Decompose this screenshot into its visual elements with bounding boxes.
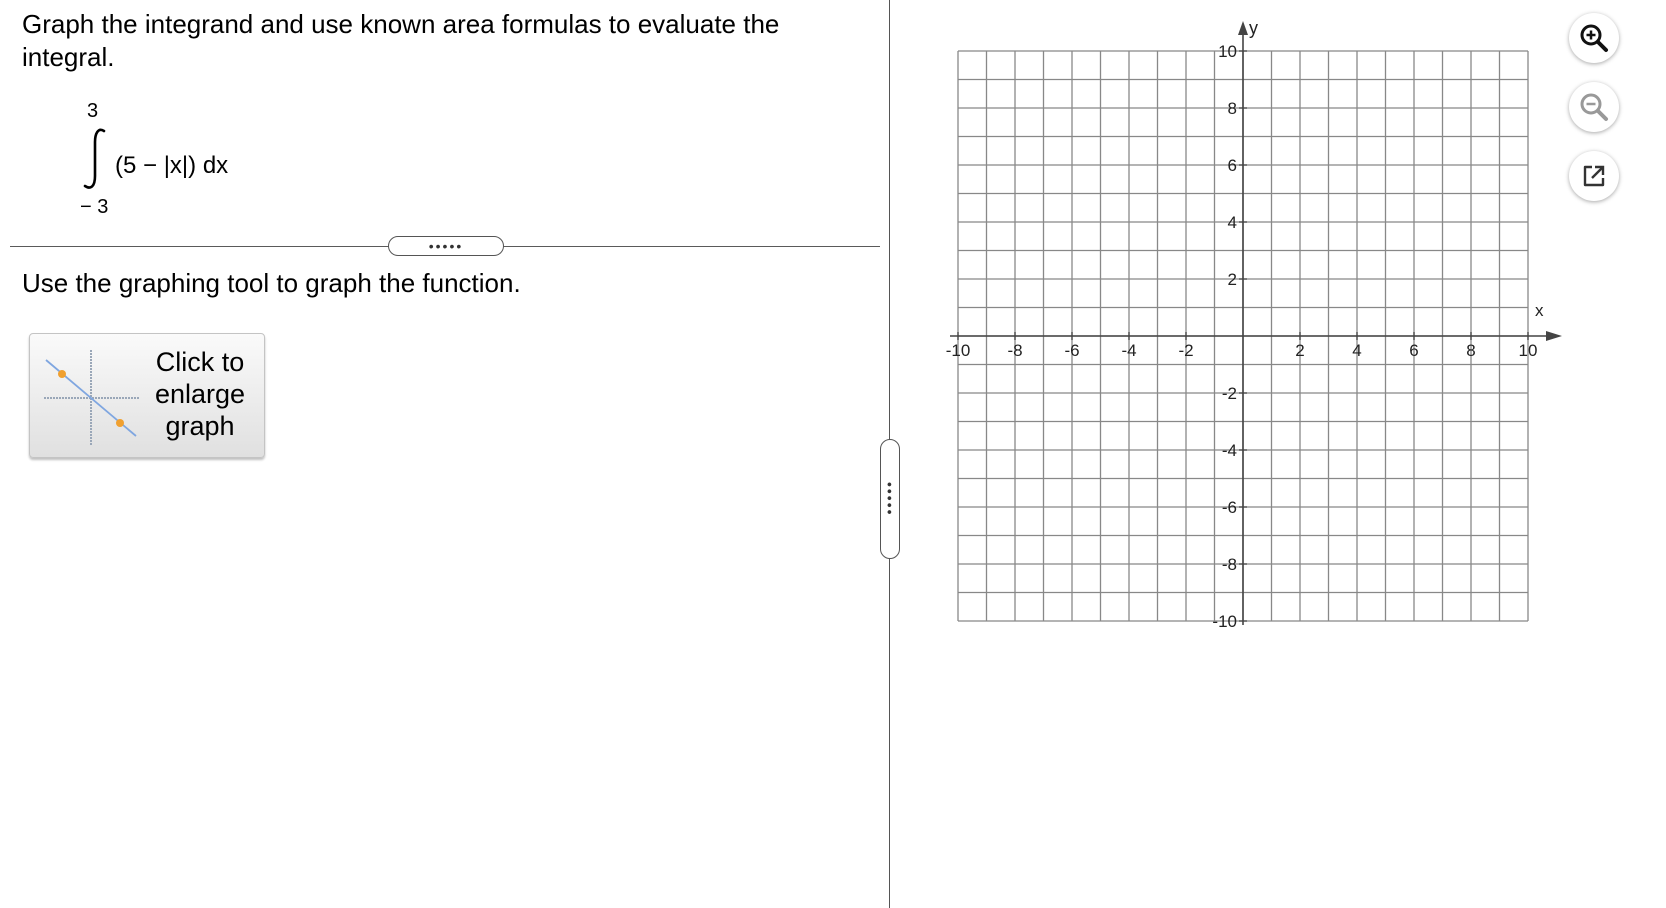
x-tick-label: -6 <box>1064 341 1080 360</box>
axes <box>950 21 1562 625</box>
question-line-1: Graph the integrand and use known area formulas to evaluate the <box>22 9 780 39</box>
x-tick-label: 2 <box>1295 341 1305 360</box>
question-text <box>22 8 842 74</box>
x-tick-label: -4 <box>1121 341 1137 360</box>
expand-collapse-handle[interactable]: ••••• <box>388 236 504 256</box>
y-tick-label: 6 <box>1227 156 1237 175</box>
zoom-out-button[interactable] <box>1569 82 1619 132</box>
x-tick-label: -10 <box>945 341 971 360</box>
enlarge-graph-label <box>140 346 260 442</box>
enlarge-label-line-2: enlarge <box>154 379 246 409</box>
y-tick-label: -8 <box>1221 555 1237 574</box>
integral-upper-limit: 3 <box>87 100 99 122</box>
x-tick-label: 10 <box>1518 341 1538 360</box>
x-tick-label: 4 <box>1352 341 1362 360</box>
x-axis-label: x <box>1535 301 1544 320</box>
y-tick-label: 10 <box>1218 42 1237 61</box>
integral-lower-limit: − 3 <box>80 196 109 218</box>
enlarge-graph-button[interactable] <box>29 333 265 458</box>
y-tick-label: -4 <box>1221 441 1237 460</box>
y-tick-label: 8 <box>1227 99 1237 118</box>
enlarge-label-line-1: Click to <box>155 347 245 377</box>
x-tick-label: 8 <box>1466 341 1476 360</box>
x-tick-label: 6 <box>1409 341 1419 360</box>
graph-thumbnail-icon <box>42 346 142 446</box>
integral-sign-icon <box>82 126 108 192</box>
x-tick-label: -8 <box>1007 341 1023 360</box>
y-tick-label: -2 <box>1221 384 1237 403</box>
zoom-in-button[interactable] <box>1569 13 1619 63</box>
pop-out-icon <box>1580 162 1608 190</box>
y-axis-label: y <box>1249 18 1258 38</box>
integral-expression <box>70 98 370 228</box>
panel-resize-handle[interactable] <box>880 439 900 559</box>
y-tick-label: -6 <box>1221 498 1237 517</box>
x-axis-arrow-icon <box>1546 331 1562 341</box>
enlarge-label-line-3: graph <box>165 411 235 441</box>
zoom-in-icon <box>1578 22 1610 54</box>
pop-out-button[interactable] <box>1569 151 1619 201</box>
zoom-out-icon <box>1578 91 1610 123</box>
resize-handle-dots: ••••• <box>882 481 898 517</box>
x-tick-label: -2 <box>1178 341 1194 360</box>
question-line-2: integral. <box>22 42 115 72</box>
integrand: (5 − |x|) dx <box>115 152 229 179</box>
graph-canvas[interactable] <box>930 14 1570 639</box>
y-tick-label: 2 <box>1227 270 1237 289</box>
y-tick-label: -10 <box>1212 612 1237 631</box>
y-axis-arrow-icon <box>1238 21 1248 35</box>
instruction-text: Use the graphing tool to graph the function. <box>22 268 521 298</box>
y-tick-label: 4 <box>1227 213 1237 232</box>
coordinate-grid[interactable] <box>930 14 1570 634</box>
